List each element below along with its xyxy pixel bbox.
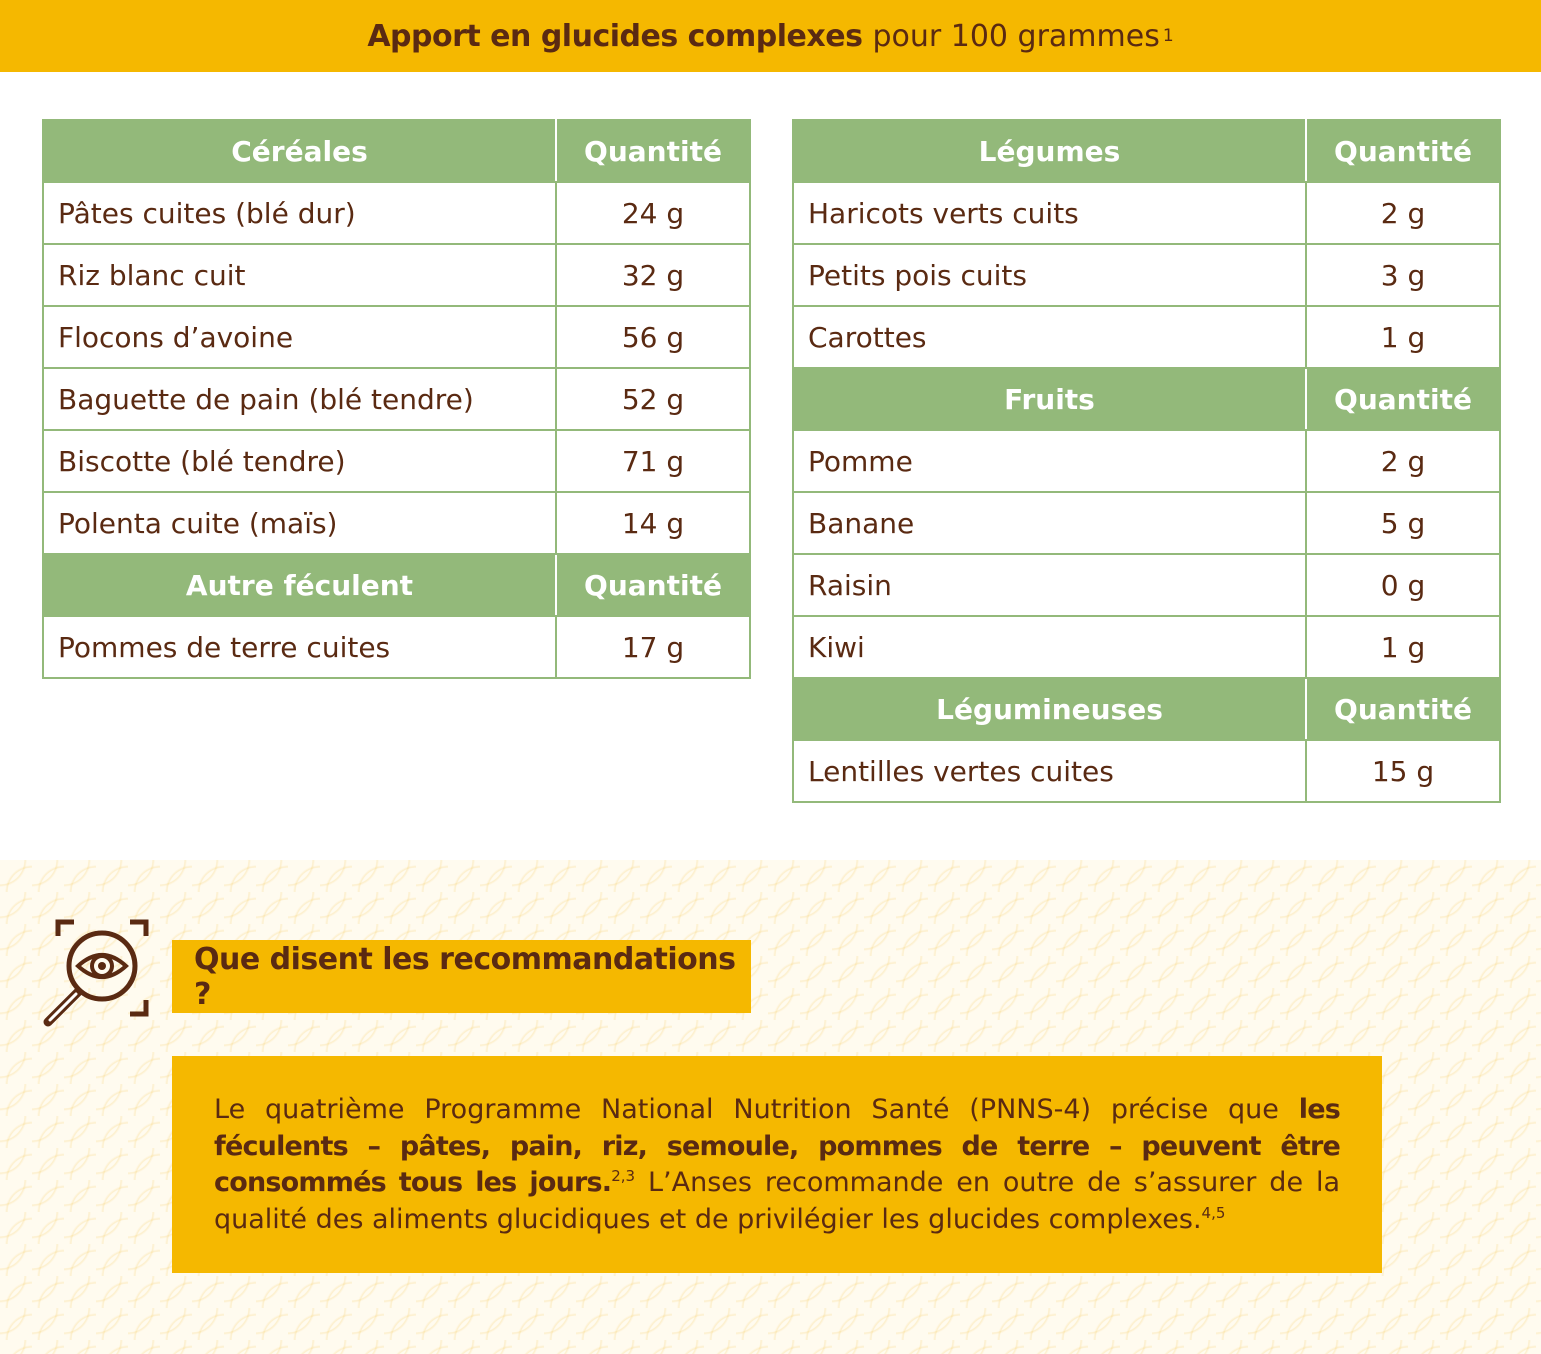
quantity-header-label: Quantité: [556, 554, 750, 616]
food-name: Biscotte (blé tendre): [43, 430, 556, 492]
section-header-label: Légumes: [793, 120, 1306, 182]
quantity-header-label: Quantité: [556, 120, 750, 182]
food-name: Petits pois cuits: [793, 244, 1306, 306]
food-quantity: 24 g: [556, 182, 750, 244]
table-section-header: [43, 554, 750, 616]
food-quantity: 32 g: [556, 244, 750, 306]
food-quantity: 5 g: [1306, 492, 1500, 554]
left-food-table: [42, 119, 751, 679]
food-quantity: 0 g: [1306, 554, 1500, 616]
table-row: [793, 306, 1500, 368]
table-row: [793, 244, 1500, 306]
food-quantity: 1 g: [1306, 306, 1500, 368]
table-row: [43, 492, 750, 554]
table-row: [793, 182, 1500, 244]
food-quantity: 15 g: [1306, 740, 1500, 802]
reco-text-part2: L’Anses recommande en outre de s’assurer de la qualité des aliments glucidiques et de privilégier les glucides complexes.: [214, 1167, 1340, 1235]
food-quantity: 3 g: [1306, 244, 1500, 306]
table-row: [793, 430, 1500, 492]
food-name: Banane: [793, 492, 1306, 554]
food-name: Pâtes cuites (blé dur): [43, 182, 556, 244]
food-name: Riz blanc cuit: [43, 244, 556, 306]
food-name: Pommes de terre cuites: [43, 616, 556, 678]
table-section-header: [43, 120, 750, 182]
food-name: Haricots verts cuits: [793, 182, 1306, 244]
food-name: Lentilles vertes cuites: [793, 740, 1306, 802]
reco-text-bold: les féculents – pâtes, pain, riz, semoule, pommes de terre – peuvent être consommés tous les jours.: [214, 1094, 1340, 1198]
food-quantity: 2 g: [1306, 430, 1500, 492]
reco-ref1: 2,3: [611, 1167, 636, 1185]
food-name: Carottes: [793, 306, 1306, 368]
magnifier-eye-icon: [36, 918, 152, 1030]
section-header-label: Céréales: [43, 120, 556, 182]
table-row: [43, 182, 750, 244]
section-header-label: Autre féculent: [43, 554, 556, 616]
table-row: [43, 368, 750, 430]
quantity-header-label: Quantité: [1306, 678, 1500, 740]
food-quantity: 52 g: [556, 368, 750, 430]
food-quantity: 71 g: [556, 430, 750, 492]
banner-footnote: 1: [1162, 26, 1174, 46]
section-header-label: Légumineuses: [793, 678, 1306, 740]
banner-title-bold: Apport en glucides complexes: [367, 18, 863, 54]
table-section-header: [793, 678, 1500, 740]
table-row: [793, 554, 1500, 616]
food-name: Kiwi: [793, 616, 1306, 678]
table-row: [793, 492, 1500, 554]
table-section-header: [793, 368, 1500, 430]
banner-title-normal: pour 100 grammes: [872, 18, 1160, 54]
food-name: Raisin: [793, 554, 1306, 616]
table-row: [43, 306, 750, 368]
food-quantity: 17 g: [556, 616, 750, 678]
table-row: [793, 616, 1500, 678]
food-quantity: 14 g: [556, 492, 750, 554]
recommendations-title: Que disent les recommandations ?: [172, 940, 751, 1013]
table-section-header: [793, 120, 1500, 182]
reco-text-part1: Le quatrième Programme National Nutrition Santé (PNNS-4) précise que: [214, 1094, 1279, 1125]
reco-ref2: 4,5: [1201, 1203, 1226, 1222]
food-quantity: 56 g: [556, 306, 750, 368]
section-header-label: Fruits: [793, 368, 1306, 430]
table-row: [43, 616, 750, 678]
food-name: Pomme: [793, 430, 1306, 492]
quantity-header-label: Quantité: [1306, 120, 1500, 182]
table-row: [43, 430, 750, 492]
food-name: Flocons d’avoine: [43, 306, 556, 368]
right-food-table: [792, 119, 1501, 803]
food-quantity: 1 g: [1306, 616, 1500, 678]
food-quantity: 2 g: [1306, 182, 1500, 244]
food-name: Polenta cuite (maïs): [43, 492, 556, 554]
top-banner: [0, 0, 1541, 72]
food-name: Baguette de pain (blé tendre): [43, 368, 556, 430]
table-row: [43, 244, 750, 306]
quantity-header-label: Quantité: [1306, 368, 1500, 430]
recommendations-box: [172, 1056, 1382, 1273]
table-row: [793, 740, 1500, 802]
